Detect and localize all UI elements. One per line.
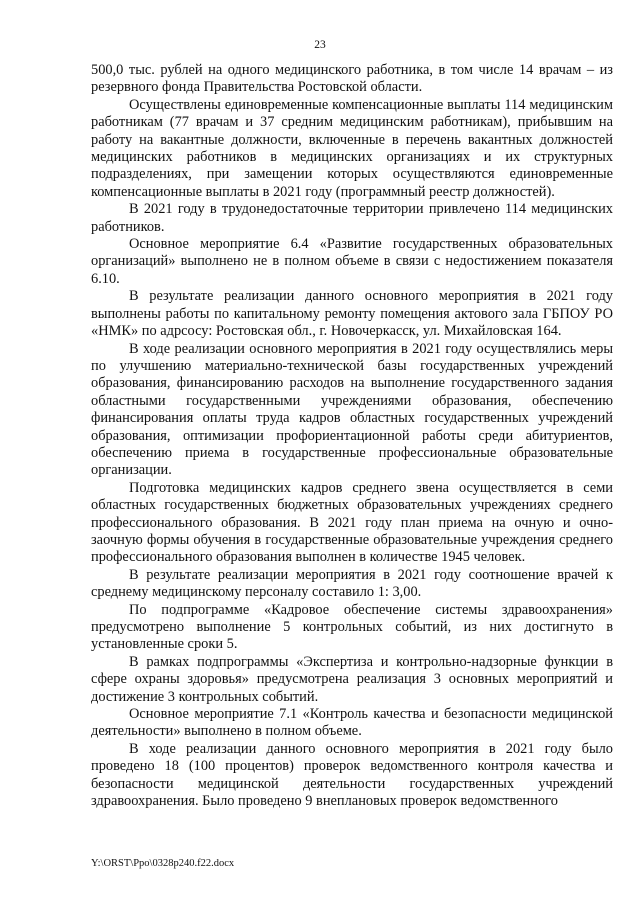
paragraph-material-base: В ходе реализации основного мероприятия в 2021 году осуществлялись меры по улучшению материально-технической базы государственных учреждений образования, финансированию расходов на выполнение государственного задания областными государственными учреждениями образования, обеспечению финансирования оплаты труда кадров областных государственных учреждений образования, оптимизации профориентационной работы среди абитуриентов, обеспечению приема в государственные профессиональные образовательные организации. (91, 340, 613, 479)
paragraph-labor-deficit-territories: В 2021 году в трудонедостаточные территории привлечено 114 медицинских работников. (91, 201, 613, 235)
paragraph-continuation: 500,0 тыс. рублей на одного медицинского работника, в том числе 14 врачам – из резервного фонда Правительства Ростовской области. (91, 62, 613, 96)
paragraph-doctor-nurse-ratio: В результате реализации мероприятия в 2021 году соотношение врачей к среднему медицинскому персоналу составило 1: 3,00. (91, 566, 613, 601)
page-number: 23 (314, 39, 326, 51)
paragraph-measure-6-4: Основное мероприятие 6.4 «Развитие государственных образовательных организаций» выполнено не в полном объеме в связи с недостижением показателя 6.10. (91, 236, 613, 287)
paragraph-capital-repair: В результате реализации данного основного мероприятия в 2021 году выполнены работы по капитальному ремонту помещения актового зала ГБПОУ РО «НМК» по адрсосу: Ростовская обл., г. Новочеркасск, ул. Михайловская 164. (91, 288, 613, 340)
paragraph-staffing-subprogram: По подпрограмме «Кадровое обеспечение системы здравоохранения» предусмотрено выполнение 5 контрольных событий, из них достигнуто в установленные сроки 5. (91, 601, 613, 653)
footer-file-path: Y:\ORST\Ppo\0328p240.f22.docx (91, 858, 235, 869)
paragraph-mid-level-training: Подготовка медицинских кадров среднего звена осуществляется в семи областных государственных бюджетных образовательных учреждениях среднего профессионального образования. В 2021 году план приема на очную и очно-заочную формы обучения в государственные образовательные учреждения среднего профессионального образования выполнен в количестве 1945 человек. (91, 479, 613, 566)
paragraph-compensation-payments: Осуществлены единовременные компенсационные выплаты 114 медицинским работникам (77 врачам и 37 средним медицинским работникам), прибывшим на работу на вакантные должности, включенные в перечень вакантных должностей медицинских работников в медицинских организациях и их структурных подразделениях, при замещении которых осуществляются единовременные компенсационные выплаты в 2021 году (программный реестр должностей). (91, 96, 613, 200)
paragraph-inspections: В ходе реализации данного основного мероприятия в 2021 году было проведено 18 (100 процентов) проверок ведомственного контроля качества и безопасности медицинской деятельности государственных учреждений здравоохранения. Было проведено 9 внеплановых проверок ведомственного (91, 740, 613, 810)
document-body (91, 62, 613, 810)
paragraph-measure-7-1: Основное мероприятие 7.1 «Контроль качества и безопасности медицинской деятельности» выполнено в полном объеме. (91, 706, 613, 740)
paragraph-expertise-subprogram: В рамках подпрограммы «Экспертиза и контрольно-надзорные функции в сфере охраны здоровья» предусмотрена реализация 3 основных мероприятий и достижение 3 контрольных событий. (91, 653, 613, 705)
